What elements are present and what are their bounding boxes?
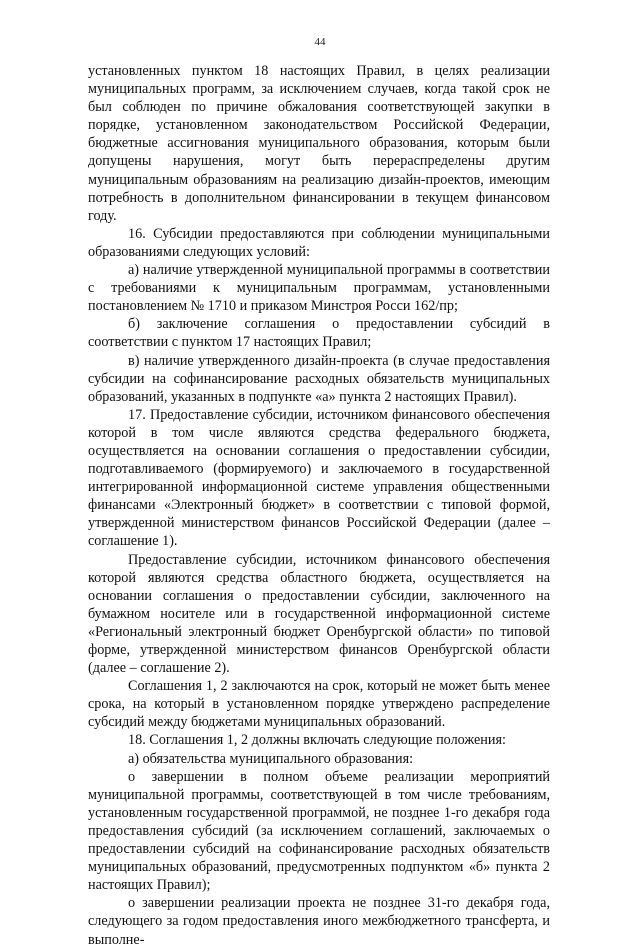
page-number: 44 [314,36,326,48]
paragraph-obligation-project: о завершении реализации проекта не позднее 31-го декабря года, следующего за годом предоставления иного межбюджетного трансферта, и выполне- [88,895,550,948]
paragraph-clause-16-a: а) наличие утвержденной муниципальной программы в соответствии с требованиями к муниципальным программам, установленными постановлением № 1710 и приказом Минстроя Росси 162/пр; [88,262,550,315]
paragraph-clause-18: 18. Соглашения 1, 2 должны включать следующие положения: [128,732,506,749]
document-body [88,62,550,949]
paragraph-clause-17-regional: Предоставление субсидии, источником финансового обеспечения которой являются средства областного бюджета, осуществляется на основании соглашения о предоставлении субсидии, заключенного на бумажном носителе или в государственной информационной системе «Региональный электронный бюджет Оренбургской области» по типовой форме, утвержденной министерством финансов Оренбургской области (далее – соглашение 2). [88,551,550,677]
paragraph-clause-16-v: в) наличие утвержденного дизайн-проекта (в случае предоставления субсидии на софинансирование расходных обязательств муниципальных образований, указанных в подпункте «а» пункта 2 настоящих Правил). [88,352,550,405]
paragraph-clause-16: 16. Субсидии предоставляются при соблюдении муниципальными образованиями следующих условий: [88,225,550,260]
paragraph-clause-18-a: а) обязательства муниципального образования: [128,750,414,767]
paragraph-clause-16-b: б) заключение соглашения о предоставлении субсидий в соответствии с пунктом 17 настоящих Правил; [88,316,550,351]
paragraph-clause-17-term: Соглашения 1, 2 заключаются на срок, который не может быть менее срока, на который в установленном порядке утверждено распределение субсидий между бюджетами муниципальных образований. [88,678,550,731]
paragraph-clause-17: 17. Предоставление субсидии, источником финансового обеспечения которой в том числе являются средства федерального бюджета, осуществляется на основании соглашения о предоставлении субсидии, подготавливаемого (формируемого) и заключаемого в государственной интегрированной информационной системе управления общественными финансами «Электронный бюджет» в соответствии с типовой формой, утвержденной министерством финансов Российской Федерации (далее – соглашение 1). [88,406,550,550]
paragraph-obligation-completion: о завершении в полном объеме реализации мероприятий муниципальной программы, соответствующей в том числе требованиям, установленным государственной программой, не позднее 1-го декабря года предоставления субсидий (за исключением соглашений, заключаемых о предоставлении субсидий на софинансирование расходных обязательств муниципальных образований, предусмотренных подпунктом «б» пункта 2 настоящих Правил); [88,768,550,894]
paragraph-continuation: установленных пунктом 18 настоящих Правил, в целях реализации муниципальных программ, за исключением случаев, когда такой срок не был соблюден по причине обжалования соответствующей закупки в порядке, установленном законодательством Российской Федерации, бюджетные ассигнования муниципального образования, которым были допущены нарушения, могут быть перераспределены другим муниципальным образованиям на реализацию дизайн-проектов, имеющим потребность в дополнительном финансировании в текущем финансовом году. [88,63,550,224]
